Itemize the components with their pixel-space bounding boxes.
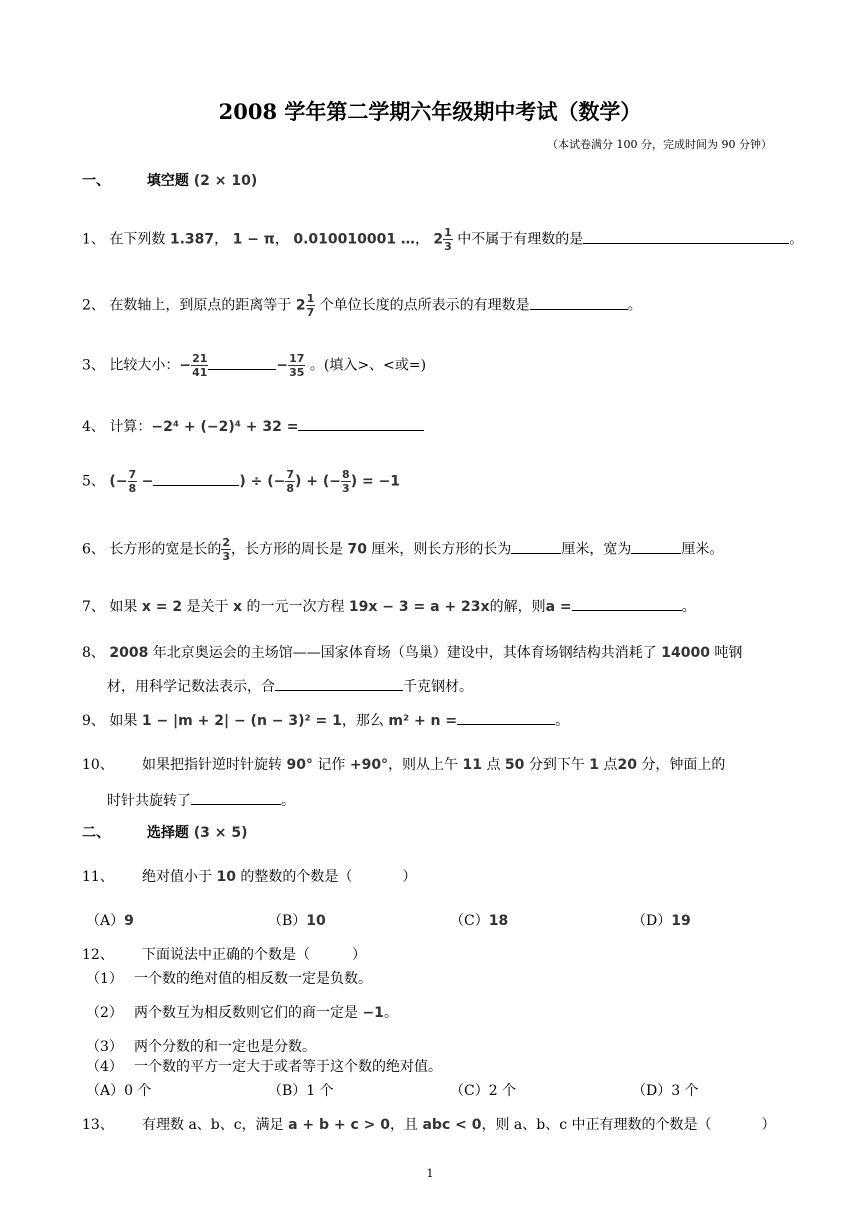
question-text: 厘米。 (681, 541, 724, 558)
math-expression: a = (545, 599, 572, 615)
question-text: 点 (603, 757, 618, 773)
option-c[interactable] (450, 910, 508, 930)
punctuation: 。 (627, 297, 642, 314)
fraction (443, 226, 453, 253)
question-text: 千克钢材。 (403, 679, 473, 695)
statement-number: （2） (86, 1005, 123, 1021)
math-value: 70 (347, 541, 367, 558)
statement-number: （4） (86, 1059, 123, 1075)
statement-2 (86, 1002, 398, 1022)
question-text: ，长方形的周长是 (231, 541, 344, 558)
denominator: 3 (444, 240, 452, 253)
question-text: 如果把指针逆时针旋转 (142, 757, 282, 773)
question-text: 吨钢 (714, 645, 743, 661)
question-text: 个单位长度的点所表示的有理数是 (319, 297, 530, 314)
question-number: 4、 (82, 419, 105, 435)
math-expression: x (232, 599, 243, 615)
option-label: （C） (450, 913, 489, 929)
question-text: 如果 (109, 599, 138, 615)
fraction (221, 536, 231, 563)
math-expression: x = 2 (141, 599, 183, 615)
denominator: 41 (192, 366, 208, 379)
question-text: 有理数 a、b、c，满足 (142, 1117, 284, 1133)
answer-blank[interactable] (191, 790, 281, 805)
statement-number: （3） (86, 1039, 123, 1055)
question-text: ，那么 (341, 713, 384, 729)
question-1 (82, 226, 803, 253)
math-expression: (− (109, 473, 128, 490)
section-number: 二、 (82, 825, 110, 841)
question-text: 中不属于有理数的是 (457, 231, 584, 248)
statement-text: 一个数的绝对值的相反数一定是负数。 (134, 971, 372, 987)
math-value: +90° (349, 757, 389, 773)
punctuation: ） (352, 947, 366, 963)
statement-4 (86, 1056, 442, 1076)
page-title: 2008 学年第二学期六年级期中考试（数学） (218, 99, 642, 124)
question-5 (82, 468, 400, 495)
math-value: 10 (216, 869, 236, 885)
question-number: 6、 (82, 541, 105, 558)
question-text: 绝对值小于 (142, 869, 212, 885)
separator: ， (274, 231, 289, 248)
denominator: 3 (222, 550, 231, 563)
section-1-heading (82, 170, 257, 190)
math-value: −1 (362, 1005, 384, 1021)
question-text: 分，钟面上的 (641, 757, 726, 773)
option-value: 9 (124, 913, 134, 929)
minus-sign: − (141, 473, 154, 490)
answer-blank[interactable] (457, 710, 555, 725)
statement-text: 两个分数的和一定也是分数。 (134, 1039, 316, 1055)
math-expression: ) + (− (295, 473, 342, 490)
math-value: 1 − π (232, 231, 275, 248)
answer-blank[interactable] (572, 596, 682, 611)
question-text: ，则从上午 (388, 757, 459, 773)
question-text: ，则 a、b、c 中正有理数的个数是（ (481, 1117, 712, 1133)
question-2 (82, 292, 642, 319)
option-label: （D） (632, 913, 672, 929)
punctuation: 。 (555, 713, 570, 729)
question-text: 在下列数 (109, 231, 166, 248)
option-label: （B） (268, 913, 307, 929)
statement-number: （1） (86, 971, 123, 987)
question-text: 计算： (109, 419, 152, 435)
answer-blank[interactable] (583, 229, 789, 244)
answer-blank[interactable] (153, 471, 239, 486)
section-2-heading (82, 822, 248, 842)
math-value: 20 (617, 757, 637, 773)
answer-blank[interactable] (511, 539, 561, 554)
statement-text: 一个数的平方一定大于或者等于这个数的绝对值。 (134, 1059, 442, 1075)
section-score: (3 × 5) (193, 825, 248, 841)
fraction (128, 468, 138, 495)
question-number: 11、 (82, 869, 114, 885)
math-expression: 19x − 3 = a + 23x (348, 599, 490, 615)
fraction (191, 352, 208, 379)
question-number: 9、 (82, 713, 105, 729)
question-number: 8、 (82, 645, 105, 661)
question-9 (82, 710, 569, 730)
question-6 (82, 536, 723, 563)
question-text: ，且 (390, 1117, 419, 1133)
question-11 (82, 866, 416, 886)
question-number: 5、 (82, 473, 105, 490)
question-8 (82, 642, 742, 662)
option-value: 10 (306, 913, 326, 929)
option-c[interactable]: （C）2 个 (450, 1083, 517, 1099)
option-d[interactable] (632, 910, 691, 930)
denominator: 35 (289, 366, 305, 379)
option-b[interactable]: （B）1 个 (268, 1083, 334, 1099)
punctuation: ） (761, 1117, 776, 1133)
question-7 (82, 596, 696, 616)
math-value: 2008 (109, 645, 149, 661)
mixed-number-whole: 2 (433, 231, 444, 248)
question-number: 12、 (82, 947, 114, 963)
statement-3 (86, 1036, 316, 1056)
denominator: 8 (286, 482, 295, 495)
math-expression: abc < 0 (422, 1117, 482, 1133)
question-10-line-2 (107, 790, 295, 810)
numerator: 1 (444, 226, 452, 239)
punctuation: 。 (789, 231, 804, 248)
math-expression: m² + n = (388, 713, 458, 729)
question-13 (82, 1114, 776, 1134)
question-3 (82, 352, 426, 379)
math-expression: −2⁴ + (−2)⁴ + 32 = (151, 419, 299, 435)
question-number: 10、 (82, 757, 114, 773)
answer-blank[interactable] (208, 355, 276, 370)
minus-sign: − (179, 357, 192, 374)
question-text: 点 (486, 757, 501, 773)
option-d[interactable]: （D）3 个 (632, 1083, 699, 1099)
math-value: 1.387 (169, 231, 215, 248)
question-number: 2、 (82, 297, 105, 314)
numerator: 7 (286, 468, 295, 481)
math-value: 0.010010001 … (293, 231, 415, 248)
minus-sign: − (276, 357, 289, 374)
question-number: 13、 (82, 1117, 114, 1133)
separator: ， (414, 231, 429, 248)
statement-text: 两个数互为相反数则它们的商一定是 (134, 1005, 358, 1021)
math-value: 90° (286, 757, 313, 773)
statement-1 (86, 968, 372, 988)
question-text: 厘米，则长方形的长为 (371, 541, 512, 558)
punctuation: 。 (681, 599, 696, 615)
question-text: 在数轴上，到原点的距离等于 (109, 297, 292, 314)
question-text: 的解，则 (489, 599, 546, 615)
math-value: 50 (504, 757, 525, 773)
question-text: 的一元一次方程 (246, 599, 345, 615)
option-b[interactable] (268, 910, 326, 930)
section-title: 填空题 (146, 173, 189, 189)
numerator: 21 (192, 352, 208, 365)
math-value: 1 (589, 757, 600, 773)
option-label: （A） (86, 913, 125, 929)
punctuation: 。 (281, 793, 295, 809)
question-8-line-2 (107, 676, 473, 696)
fraction (288, 352, 305, 379)
exam-note: （本试卷满分 100 分，完成时间为 90 分钟） (547, 138, 772, 151)
section-title: 选择题 (146, 825, 189, 841)
numerator: 17 (289, 352, 305, 365)
fraction (285, 468, 295, 495)
option-a[interactable] (86, 910, 134, 930)
question-text: 。(填入>、<或=) (309, 357, 427, 374)
fraction (341, 468, 351, 495)
question-text: 时针共旋转了 (107, 793, 191, 809)
section-number: 一、 (82, 173, 110, 189)
question-text: 的整数的个数是（ (240, 869, 353, 885)
numerator: 7 (128, 468, 137, 481)
section-score: (2 × 10) (193, 173, 258, 189)
math-expression: 1 − |m + 2| − (n − 3)² = 1 (141, 713, 342, 729)
math-expression: ) = −1 (350, 473, 401, 490)
question-4 (82, 416, 424, 436)
question-text: 记作 (317, 757, 346, 773)
fraction (306, 292, 316, 319)
page-number: 1 (426, 1167, 434, 1180)
question-text: 比较大小： (109, 357, 180, 374)
answer-blank[interactable] (530, 295, 628, 310)
denominator: 7 (306, 306, 315, 319)
math-value: 11 (462, 757, 482, 773)
answer-blank[interactable] (275, 676, 403, 691)
denominator: 8 (128, 482, 137, 495)
option-value: 18 (488, 913, 509, 929)
question-text: 下面说法中正确的个数是（ (142, 947, 310, 963)
answer-blank[interactable] (631, 539, 681, 554)
punctuation: ） (402, 869, 417, 885)
question-text: 厘米，宽为 (561, 541, 632, 558)
question-text: 是关于 (186, 599, 229, 615)
math-expression: a + b + c > 0 (288, 1117, 391, 1133)
numerator: 8 (342, 468, 350, 481)
question-text: 材，用科学记数法表示，合 (107, 679, 275, 695)
numerator: 2 (222, 536, 231, 549)
question-text: 如果 (109, 713, 138, 729)
separator: ， (214, 231, 229, 248)
option-a[interactable]: （A）0 个 (86, 1083, 152, 1099)
answer-blank[interactable] (298, 416, 424, 431)
option-value: 19 (671, 913, 691, 929)
math-value: 14000 (661, 645, 710, 661)
question-12 (82, 944, 366, 964)
mixed-number-whole: 2 (295, 297, 306, 314)
question-number: 7、 (82, 599, 105, 615)
question-text: 年北京奥运会的主场馆——国家体育场（鸟巢）建设中，其体育场钢结构共消耗了 (152, 645, 657, 661)
question-text: 分到下午 (528, 757, 585, 773)
math-expression: ) ÷ (− (239, 473, 286, 490)
question-text: 长方形的宽是长的 (109, 541, 222, 558)
question-number: 3、 (82, 357, 105, 374)
question-10 (82, 754, 725, 774)
question-number: 1、 (82, 231, 105, 248)
numerator: 1 (306, 292, 315, 305)
punctuation: 。 (383, 1005, 398, 1021)
denominator: 3 (342, 482, 350, 495)
